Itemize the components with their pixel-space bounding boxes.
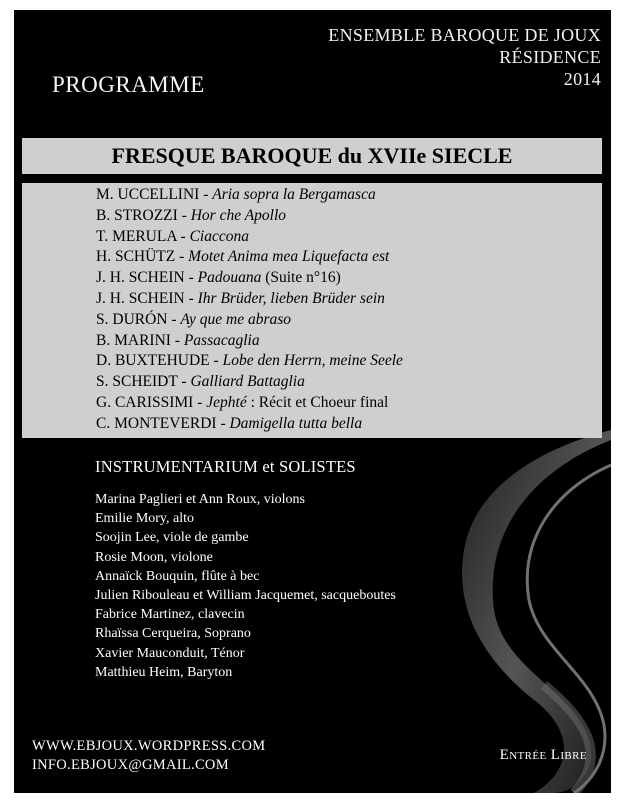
work-title: Damigella tutta bella [229, 414, 363, 432]
work-item: D. BUXTEHUDE - Lobe den Herrn, meine Seele [96, 352, 403, 370]
work-title: Lobe den Herrn, meine Seele [222, 352, 403, 370]
work-item: T. MERULA - Ciaccona [96, 227, 249, 245]
work-composer: J. H. SCHEIN [96, 269, 185, 287]
work-item: H. SCHÜTZ - Motet Anima mea Liquefacta est [96, 248, 390, 266]
musician-item: Rosie Moon, violone [95, 549, 213, 565]
work-title: Ay que me abraso [180, 310, 292, 328]
works-panel [22, 183, 602, 438]
work-suffix: : Récit et Choeur final [246, 393, 389, 411]
concert-poster [14, 10, 611, 793]
work-item: S. SCHEIDT - Galliard Battaglia [96, 373, 305, 391]
instrumentarium-heading: INSTRUMENTARIUM et SOLISTES [95, 457, 356, 476]
musician-item: Xavier Mauconduit, Ténor [95, 645, 245, 661]
work-composer: S. DURÓN [96, 310, 168, 328]
ensemble-name: ENSEMBLE BAROQUE DE JOUX [328, 25, 601, 45]
work-title: Ihr Brüder, lieben Brüder sein [197, 289, 385, 307]
work-composer: S. SCHEIDT [96, 373, 178, 391]
work-suffix: (Suite n°16) [261, 269, 341, 287]
work-composer: J. H. SCHEIN [96, 289, 185, 307]
work-composer: D. BUXTEHUDE [96, 352, 210, 370]
work-title: Galliard Battaglia [190, 373, 305, 391]
work-item: J. H. SCHEIN - Ihr Brüder, lieben Brüder sein [96, 289, 385, 307]
musician-item: Soojin Lee, viole de gambe [95, 530, 249, 546]
works-list [96, 185, 403, 435]
programme-heading: PROGRAMME [52, 72, 205, 97]
work-title: Aria sopra la Bergamasca [212, 186, 376, 203]
email-link[interactable]: INFO.EBJOUX@GMAIL.COM [32, 757, 229, 773]
work-item: J. H. SCHEIN - Padouana (Suite n°16) [96, 269, 341, 287]
work-title: Padouana [197, 269, 262, 287]
work-title: Ciaccona [189, 227, 249, 245]
work-title: Passacaglia [183, 331, 260, 349]
work-composer: H. SCHÜTZ [96, 248, 176, 266]
work-composer: G. CARISSIMI [96, 393, 194, 411]
work-item: S. DURÓN - Ay que me abraso [96, 310, 292, 328]
musician-item: Rhaïssa Cerqueira, Soprano [95, 626, 251, 642]
musician-item: Matthieu Heim, Baryton [95, 664, 233, 680]
year-label: 2014 [563, 69, 601, 89]
work-item: G. CARISSIMI - Jephté : Récit et Choeur final [96, 393, 389, 411]
work-composer: B. STROZZI [96, 206, 178, 224]
work-title: Jephté [206, 393, 247, 411]
concert-title: FRESQUE BAROQUE du XVIIe SIECLE [22, 138, 602, 174]
musician-item: Emilie Mory, alto [95, 511, 195, 527]
contact-block [32, 737, 265, 775]
website-link[interactable]: WWW.EBJOUX.WORDPRESS.COM [32, 738, 266, 754]
musician-item: Julien Ribouleau et William Jacquemet, sacqueboutes [95, 588, 396, 604]
work-composer: T. MERULA [96, 227, 177, 245]
work-title: Motet Anima mea Liquefacta est [188, 248, 390, 266]
musician-item: Marina Paglieri et Ann Roux, violons [95, 492, 305, 507]
musician-item: Fabrice Martinez, clavecin [95, 607, 245, 623]
work-item: M. UCCELLINI - Aria sopra la Bergamasca [96, 186, 376, 203]
musicians-list [95, 490, 396, 682]
work-composer: M. UCCELLINI [96, 186, 200, 203]
work-item: B. STROZZI - Hor che Apollo [96, 206, 287, 224]
work-composer: B. MARINI [96, 331, 171, 349]
work-item: C. MONTEVERDI - Damigella tutta bella [96, 414, 363, 432]
musician-item: Annaïck Bouquin, flûte à bec [95, 568, 260, 584]
residence-label: RÉSIDENCE [499, 47, 601, 67]
work-title: Hor che Apollo [190, 206, 287, 224]
ensemble-header [328, 24, 601, 90]
admission-label: Entrée Libre [499, 747, 587, 763]
work-item: B. MARINI - Passacaglia [96, 331, 260, 349]
work-composer: C. MONTEVERDI [96, 414, 217, 432]
